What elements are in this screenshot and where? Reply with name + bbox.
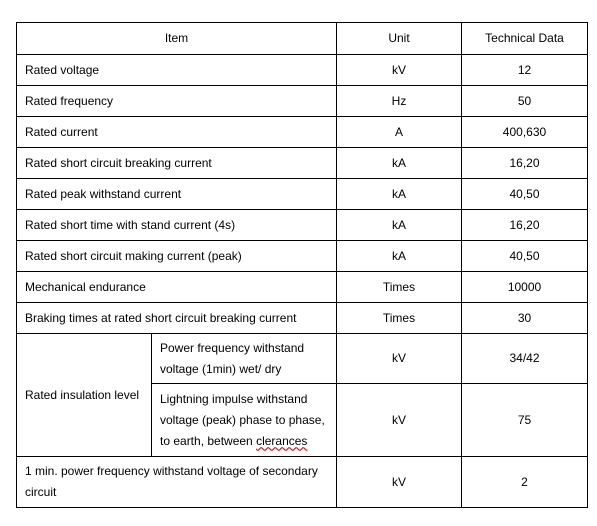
header-technical-data: Technical Data [462,23,588,55]
item-cell: Rated frequency [17,86,337,117]
table-row [17,117,588,148]
table-row [17,272,588,303]
table-row [17,210,588,241]
table-row [17,86,588,117]
data-cell: 30 [462,303,588,334]
data-cell: 400,630 [462,117,588,148]
unit-cell: Times [337,303,462,334]
item-cell: 1 min. power frequency withstand voltage of secondary circuit [17,457,337,508]
lightning-impulse-text: Lightning impulse withstand voltage (peak) phase to phase, to earth, between [160,391,325,448]
item-cell: Rated peak withstand current [17,179,337,210]
unit-cell: kA [337,148,462,179]
item-cell [152,384,337,457]
item-cell: Rated short time with stand current (4s) [17,210,337,241]
unit-cell: Times [337,272,462,303]
item-cell: Rated short circuit breaking current [17,148,337,179]
data-cell: 12 [462,55,588,86]
data-cell: 10000 [462,272,588,303]
table-row [17,303,588,334]
unit-cell: kV [337,457,462,508]
unit-cell: kV [337,55,462,86]
table-row [17,179,588,210]
table-row [17,241,588,272]
unit-cell: kA [337,210,462,241]
item-cell: Rated short circuit making current (peak) [17,241,337,272]
unit-cell: A [337,117,462,148]
item-cell: Rated voltage [17,55,337,86]
insulation-row-power-frequency [17,334,588,384]
unit-cell: kA [337,241,462,272]
unit-cell: Hz [337,86,462,117]
table-row [17,55,588,86]
table-row [17,148,588,179]
data-cell: 40,50 [462,241,588,272]
technical-data-table [16,22,588,508]
unit-cell: kV [337,384,462,457]
data-cell: 50 [462,86,588,117]
data-cell: 75 [462,384,588,457]
secondary-circuit-row [17,457,588,508]
item-cell: Mechanical endurance [17,272,337,303]
header-unit: Unit [337,23,462,55]
data-cell: 16,20 [462,210,588,241]
item-cell: Power frequency withstand voltage (1min) wet/ dry [152,334,337,384]
item-cell: Rated current [17,117,337,148]
unit-cell: kA [337,179,462,210]
data-cell: 2 [462,457,588,508]
data-cell: 16,20 [462,148,588,179]
header-item: Item [17,23,337,55]
data-cell: 34/42 [462,334,588,384]
table-header-row [17,23,588,55]
spellcheck-underlined-word: clerances [256,433,308,448]
item-cell: Braking times at rated short circuit breaking current [17,303,337,334]
unit-cell: kV [337,334,462,384]
data-cell: 40,50 [462,179,588,210]
insulation-level-label: Rated insulation level [17,334,152,457]
